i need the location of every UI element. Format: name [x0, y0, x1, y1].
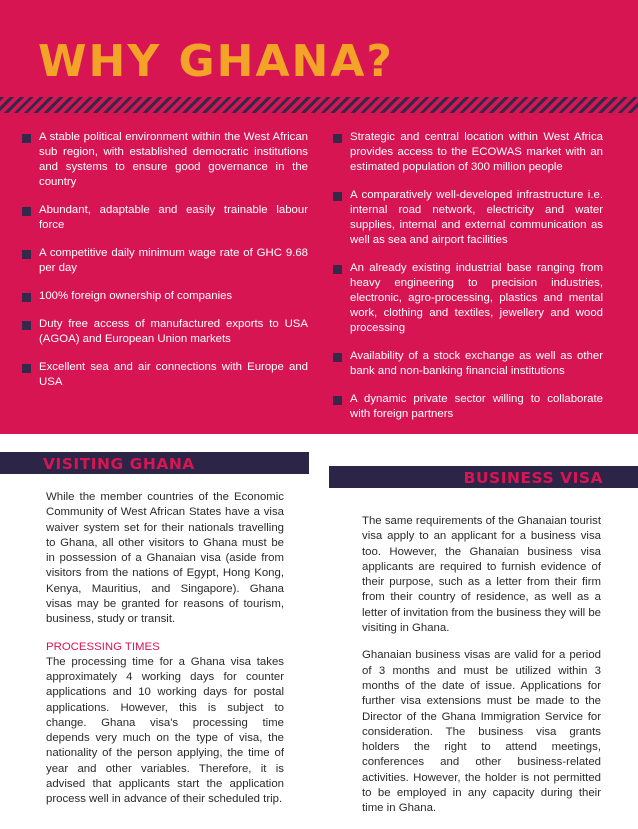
square-bullet-icon [22, 364, 31, 373]
left-bullet-list [22, 130, 308, 403]
bullet-text: 100% foreign ownership of companies [39, 290, 233, 302]
square-bullet-icon [333, 265, 342, 274]
bullet-text: Strategic and central location within West Africa provides access to the ECOWAS market with an estimated population of 300 million people [350, 131, 603, 173]
bullet-item [333, 188, 603, 248]
square-bullet-icon [333, 192, 342, 201]
bullet-text: A dynamic private sector willing to collaborate with foreign partners [350, 393, 603, 420]
business-visa-heading: BUSINESS VISA [463, 469, 603, 487]
page-title: WHY GHANA? [38, 36, 394, 87]
visiting-ghana-header-band [0, 452, 309, 474]
business-visa-column [362, 514, 601, 829]
square-bullet-icon [333, 353, 342, 362]
square-bullet-icon [22, 293, 31, 302]
square-bullet-icon [22, 250, 31, 259]
square-bullet-icon [333, 134, 342, 143]
bullet-item [333, 392, 603, 422]
bullet-text: Availability of a stock exchange as well as other bank and non-banking financial institutions [350, 350, 603, 377]
right-bullet-list [333, 130, 603, 435]
bullet-item [22, 246, 308, 276]
processing-times-paragraph: The processing time for a Ghana visa takes approximately 4 working days for counter applications and 10 working days for postal applications. However, this is subject to change. Ghana visa's processing time depends very much on the type of visa, the nationality of the person applying, the time of year and other variables. Therefore, it is advised that applicants start the application process well in advance of their scheduled trip. [46, 655, 284, 806]
business-visa-paragraph-1: The same requirements of the Ghanaian tourist visa apply to an applicant for a business visa too. However, the Ghanaian business visa applicants are required to furnish evidence of their purpose, such as a letter from their firm from their country of residence, as well as a letter of invitation from the business they will be visiting in Ghana. [362, 515, 601, 635]
bullet-item [333, 349, 603, 379]
visiting-intro-paragraph: While the member countries of the Economic Community of West African States have a visa waiver system set for their nationals travelling to Ghana, all other visitors to Ghana must be in possession of a Ghanaian visa (aside from visitors from the nations of Egypt, Hong Kong, Kenya, Mauritius, and Singapore). Ghana visas may be granted for reasons of tourism, business, study or transit. [46, 491, 284, 626]
bullet-text: A comparatively well-developed infrastructure i.e. internal road network, electricity and water supplies, internal and external communication as well as sea and airport facilities [350, 189, 603, 246]
bullet-item [22, 130, 308, 190]
bullet-text: A stable political environment within the West African sub region, with established democratic institutions and systems to ensure good governance in the country [39, 131, 308, 188]
visiting-ghana-column [46, 490, 284, 820]
square-bullet-icon [22, 207, 31, 216]
bullet-text: Duty free access of manufactured exports to USA (AGOA) and European Union markets [39, 318, 308, 345]
bullet-item [22, 289, 308, 304]
visiting-ghana-heading: VISITING GHANA [43, 455, 195, 473]
bullet-text: An already existing industrial base ranging from heavy engineering to precision industries, electronic, agro-processing, plastics and mental work, clothing and textiles, jewellery and wood processing [350, 262, 603, 334]
bullet-item [22, 203, 308, 233]
square-bullet-icon [333, 396, 342, 405]
business-visa-header-band [329, 466, 638, 488]
business-visa-paragraph-2: Ghanaian business visas are valid for a period of 3 months and must be utilized within 3 months of the date of issue. Applications for further visa extensions must be made to the Director of the Ghana Immigration Service for consideration. The business visa grants holders the right to attend meetings, conferences and other business-related activities. However, the holder is not permitted to be employed in any capacity during their time in Ghana. [362, 649, 601, 815]
square-bullet-icon [22, 134, 31, 143]
bullet-text: Abundant, adaptable and easily trainable labour force [39, 204, 308, 231]
bullet-item [333, 261, 603, 336]
square-bullet-icon [22, 321, 31, 330]
bullet-text: A competitive daily minimum wage rate of GHC 9.68 per day [39, 247, 308, 274]
bullet-text: Excellent sea and air connections with Europe and USA [39, 361, 308, 388]
processing-times-heading: PROCESSING TIMES [46, 640, 160, 653]
bullet-item [22, 317, 308, 347]
bullet-item [22, 360, 308, 390]
diagonal-stripe-divider [0, 97, 638, 113]
bullet-item [333, 130, 603, 175]
